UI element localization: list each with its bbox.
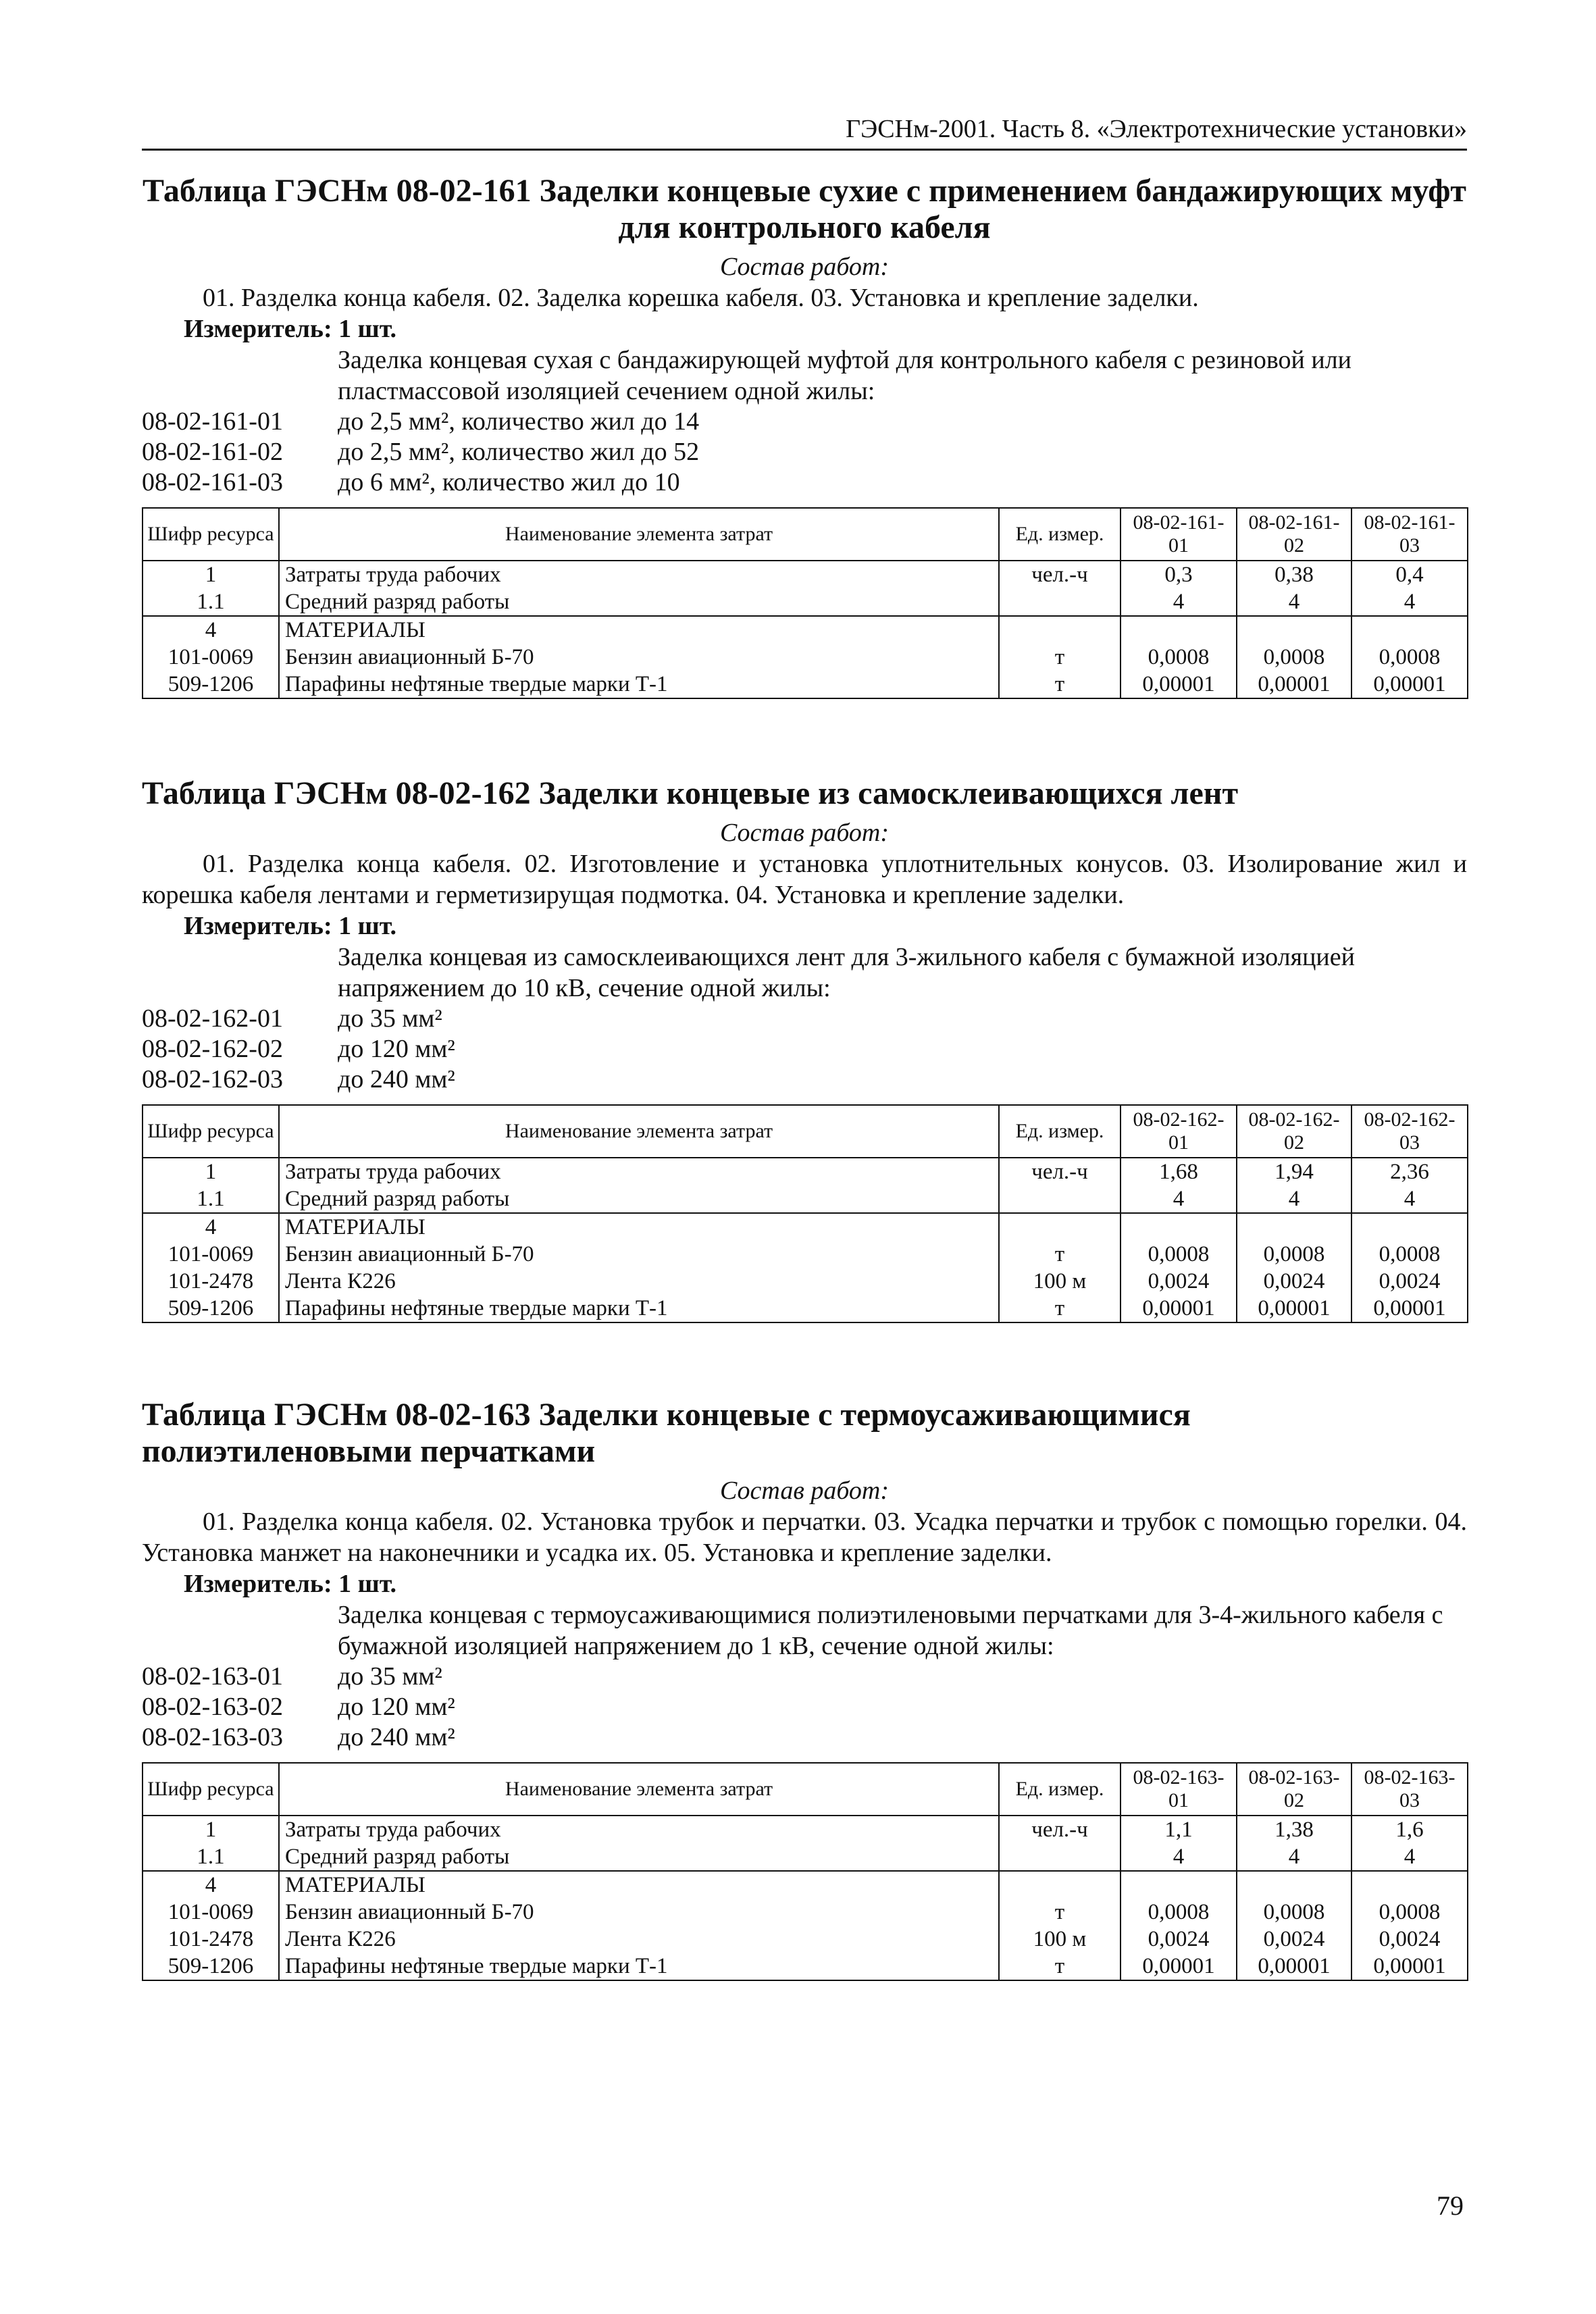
section-title: Таблица ГЭСНм 08-02-161 Заделки концевые сухие с применением бандажирующих муфт для контрольного кабеля [143,173,1466,245]
cell-value: 0,0024 [1121,1926,1237,1953]
norm-item [142,1722,1467,1753]
cell-unit: т [999,1899,1121,1926]
cell-name: Парафины нефтяные твердые марки Т-1 [279,671,999,698]
table-row [143,1899,1468,1926]
cell-unit: 100 м [999,1926,1121,1953]
cell-code: 4 [143,1871,279,1899]
norm-code: 08-02-163-02 [142,1693,283,1721]
cell-code: 1 [143,1158,279,1185]
norm-text: до 35 мм² [338,1004,442,1033]
cell-value: 4 [1237,1185,1352,1213]
norm-text: до 120 мм² [338,1693,455,1721]
norm-text: до 240 мм² [338,1723,455,1751]
header-norm-1: 08-02-163-01 [1121,1763,1237,1816]
table-row [143,1871,1468,1899]
norm-code: 08-02-162-03 [142,1065,283,1094]
cell-unit: т [999,1241,1121,1268]
works-heading: Состав работ: [719,819,890,847]
resource-table [142,507,1468,699]
cell-name: Затраты труда рабочих [279,1158,999,1185]
cell-value: 0,0008 [1237,1241,1352,1268]
cell-value: 4 [1121,588,1237,616]
cell-value: 0,00001 [1352,1295,1468,1322]
cell-value: 1,6 [1352,1816,1468,1843]
cell-unit [999,1185,1121,1213]
norm-code: 08-02-161-02 [142,438,283,466]
norm-list [142,1004,1467,1095]
cell-code: 509-1206 [143,1295,279,1322]
cell-name: Средний разряд работы [279,588,999,616]
norm-item [142,1064,1467,1095]
cell-unit: т [999,1295,1121,1322]
cell-value: 0,0008 [1352,1899,1468,1926]
norm-code: 08-02-163-01 [142,1662,283,1691]
cell-value: 4 [1352,1185,1468,1213]
cell-name: Затраты труда рабочих [279,561,999,588]
cell-code: 101-0069 [143,1899,279,1926]
table-row [143,1185,1468,1213]
cell-unit [999,1213,1121,1241]
norm-code: 08-02-162-01 [142,1004,283,1033]
table-row [143,1295,1468,1322]
cell-name: Лента К226 [279,1926,999,1953]
cell-name: МАТЕРИАЛЫ [279,1213,999,1241]
resource-table [142,1104,1468,1323]
norm-text: до 2,5 мм², количество жил до 52 [338,438,700,466]
cell-value: 0,38 [1237,561,1352,588]
cell-code: 509-1206 [143,1953,279,1980]
cell-name: МАТЕРИАЛЫ [279,616,999,644]
table-row [143,616,1468,644]
cell-value: 0,0008 [1121,644,1237,671]
cell-code: 509-1206 [143,671,279,698]
cell-value: 4 [1237,588,1352,616]
norm-code: 08-02-163-03 [142,1723,283,1751]
cell-code: 1 [143,561,279,588]
norm-item [142,1692,1467,1722]
section-08-02-163 [142,1397,1467,1981]
resource-table [142,1762,1468,1981]
table-row [143,671,1468,698]
cell-name: Средний разряд работы [279,1185,999,1213]
cell-value: 0,00001 [1237,671,1352,698]
cell-value: 0,0024 [1352,1926,1468,1953]
header-unit: Ед. измер. [999,1763,1121,1816]
page-number: 79 [1437,2190,1464,2221]
table-row [143,588,1468,616]
header-norm-3: 08-02-162-03 [1352,1105,1468,1158]
cell-name: Бензин авиационный Б-70 [279,1241,999,1268]
cell-unit: чел.-ч [999,1816,1121,1843]
table-row [143,1268,1468,1295]
table-row [143,1158,1468,1185]
norm-code: 08-02-162-02 [142,1035,283,1063]
cell-value: 0,0024 [1237,1926,1352,1953]
norm-text: до 35 мм² [338,1662,442,1691]
cell-code: 4 [143,616,279,644]
cell-value [1121,616,1237,644]
cell-value: 1,1 [1121,1816,1237,1843]
cell-name: Бензин авиационный Б-70 [279,644,999,671]
cell-unit: т [999,644,1121,671]
description: Заделка концевая из самосклеивающихся лент для 3-жильного кабеля с бумажной изоляцией напряжением до 10 кВ, сечение одной жилы: [338,943,1355,1002]
header-norm-2: 08-02-161-02 [1237,508,1352,561]
cell-unit [999,1871,1121,1899]
cell-name: МАТЕРИАЛЫ [279,1871,999,1899]
cell-code: 4 [143,1213,279,1241]
cell-unit: чел.-ч [999,1158,1121,1185]
cell-value [1352,1871,1468,1899]
norm-item [142,437,1467,467]
norm-item [142,1004,1467,1034]
table-row [143,1816,1468,1843]
cell-unit: т [999,671,1121,698]
cell-code: 1.1 [143,588,279,616]
cell-value: 0,00001 [1352,671,1468,698]
cell-value: 4 [1121,1843,1237,1871]
header-norm-2: 08-02-163-02 [1237,1763,1352,1816]
cell-value: 1,68 [1121,1158,1237,1185]
header-name: Наименование элемента затрат [279,508,999,561]
works-text: 01. Разделка конца кабеля. 02. Изготовление и установка уплотнительных конусов. 03. Изолирование жил и корешка кабеля лентами и герметизирущая подмотка. 04. Установка и крепление заделки. [142,850,1467,909]
cell-code: 101-0069 [143,644,279,671]
cell-value: 0,0024 [1352,1268,1468,1295]
cell-unit: чел.-ч [999,561,1121,588]
cell-value [1237,1871,1352,1899]
table-header-row [143,1763,1468,1816]
cell-value: 0,0008 [1121,1899,1237,1926]
cell-value: 0,3 [1121,561,1237,588]
cell-name: Лента К226 [279,1268,999,1295]
table-header-row [143,1105,1468,1158]
norm-text: до 240 мм² [338,1065,455,1094]
cell-value: 0,00001 [1237,1953,1352,1980]
description: Заделка концевая с термоусаживающимися полиэтиленовыми перчатками для 3-4-жильного кабеля с бумажной изоляцией напряжением до 1 кВ, сечение одной жилы: [338,1601,1443,1660]
header-unit: Ед. измер. [999,508,1121,561]
cell-value: 0,00001 [1237,1295,1352,1322]
measurer: Измеритель: 1 шт. [184,1570,397,1598]
cell-value: 0,0008 [1352,1241,1468,1268]
cell-value: 1,94 [1237,1158,1352,1185]
running-header: ГЭСНм-2001. Часть 8. «Электротехнические установки» [142,113,1467,151]
cell-code: 1.1 [143,1185,279,1213]
norm-item [142,407,1467,437]
header-norm-1: 08-02-162-01 [1121,1105,1237,1158]
cell-name: Бензин авиационный Б-70 [279,1899,999,1926]
cell-value [1352,616,1468,644]
norm-item [142,1662,1467,1692]
measurer: Измеритель: 1 шт. [184,315,397,343]
table-row [143,644,1468,671]
header-code: Шифр ресурса [143,1763,279,1816]
header-code: Шифр ресурса [143,1105,279,1158]
table-row [143,1953,1468,1980]
cell-code: 101-2478 [143,1268,279,1295]
norm-item [142,467,1467,498]
cell-value: 4 [1352,588,1468,616]
cell-value [1352,1213,1468,1241]
cell-value: 0,00001 [1352,1953,1468,1980]
cell-value: 0,00001 [1121,671,1237,698]
cell-name: Средний разряд работы [279,1843,999,1871]
header-unit: Ед. измер. [999,1105,1121,1158]
cell-value [1121,1213,1237,1241]
measurer: Измеритель: 1 шт. [184,912,397,940]
cell-value: 4 [1352,1843,1468,1871]
table-row [143,1241,1468,1268]
cell-code: 101-2478 [143,1926,279,1953]
norm-text: до 2,5 мм², количество жил до 14 [338,407,700,436]
cell-code: 101-0069 [143,1241,279,1268]
cell-value: 0,0024 [1121,1268,1237,1295]
cell-value: 0,0008 [1121,1241,1237,1268]
cell-value [1121,1871,1237,1899]
cell-value: 4 [1121,1185,1237,1213]
norm-code: 08-02-161-01 [142,407,283,436]
table-row [143,1843,1468,1871]
cell-unit [999,1843,1121,1871]
header-norm-3: 08-02-161-03 [1352,508,1468,561]
works-heading: Состав работ: [719,253,890,281]
cell-value [1237,1213,1352,1241]
cell-value: 2,36 [1352,1158,1468,1185]
cell-unit: 100 м [999,1268,1121,1295]
cell-name: Парафины нефтяные твердые марки Т-1 [279,1295,999,1322]
header-code: Шифр ресурса [143,508,279,561]
cell-unit [999,588,1121,616]
cell-code: 1.1 [143,1843,279,1871]
cell-value [1237,616,1352,644]
table-row [143,1926,1468,1953]
cell-name: Затраты труда рабочих [279,1816,999,1843]
cell-unit: т [999,1953,1121,1980]
cell-value: 0,4 [1352,561,1468,588]
description: Заделка концевая сухая с бандажирующей муфтой для контрольного кабеля с резиновой или пластмассовой изоляцией сечением одной жилы: [338,346,1352,405]
norm-list [142,407,1467,498]
norm-text: до 6 мм², количество жил до 10 [338,468,680,496]
header-norm-3: 08-02-163-03 [1352,1763,1468,1816]
section-title: Таблица ГЭСНм 08-02-162 Заделки концевые из самосклеивающихся лент [142,775,1239,811]
table-row [143,561,1468,588]
cell-value: 0,00001 [1121,1295,1237,1322]
cell-value: 1,38 [1237,1816,1352,1843]
norm-item [142,1034,1467,1064]
cell-value: 0,00001 [1121,1953,1237,1980]
cell-value: 0,0008 [1352,644,1468,671]
header-name: Наименование элемента затрат [279,1105,999,1158]
section-title: Таблица ГЭСНм 08-02-163 Заделки концевые с термоусаживающимися полиэтиленовыми перчатками [142,1397,1191,1469]
header-name: Наименование элемента затрат [279,1763,999,1816]
cell-value: 0,0024 [1237,1268,1352,1295]
works-heading: Состав работ: [719,1476,890,1505]
cell-name: Парафины нефтяные твердые марки Т-1 [279,1953,999,1980]
cell-value: 0,0008 [1237,644,1352,671]
cell-unit [999,616,1121,644]
works-text: 01. Разделка конца кабеля. 02. Заделка корешка кабеля. 03. Установка и крепление заделки. [203,284,1199,312]
table-row [143,1213,1468,1241]
cell-value: 0,0008 [1237,1899,1352,1926]
header-norm-2: 08-02-162-02 [1237,1105,1352,1158]
header-norm-1: 08-02-161-01 [1121,508,1237,561]
works-text: 01. Разделка конца кабеля. 02. Установка трубок и перчатки. 03. Усадка перчатки и трубок с помощью горелки. 04. Установка манжет на наконечники и усадка их. 05. Установка и крепление заделки. [142,1508,1467,1567]
section-08-02-162 [142,775,1467,1323]
table-header-row [143,508,1468,561]
norm-text: до 120 мм² [338,1035,455,1063]
section-08-02-161 [142,173,1467,699]
norm-list [142,1662,1467,1753]
cell-value: 4 [1237,1843,1352,1871]
cell-code: 1 [143,1816,279,1843]
norm-code: 08-02-161-03 [142,468,283,496]
